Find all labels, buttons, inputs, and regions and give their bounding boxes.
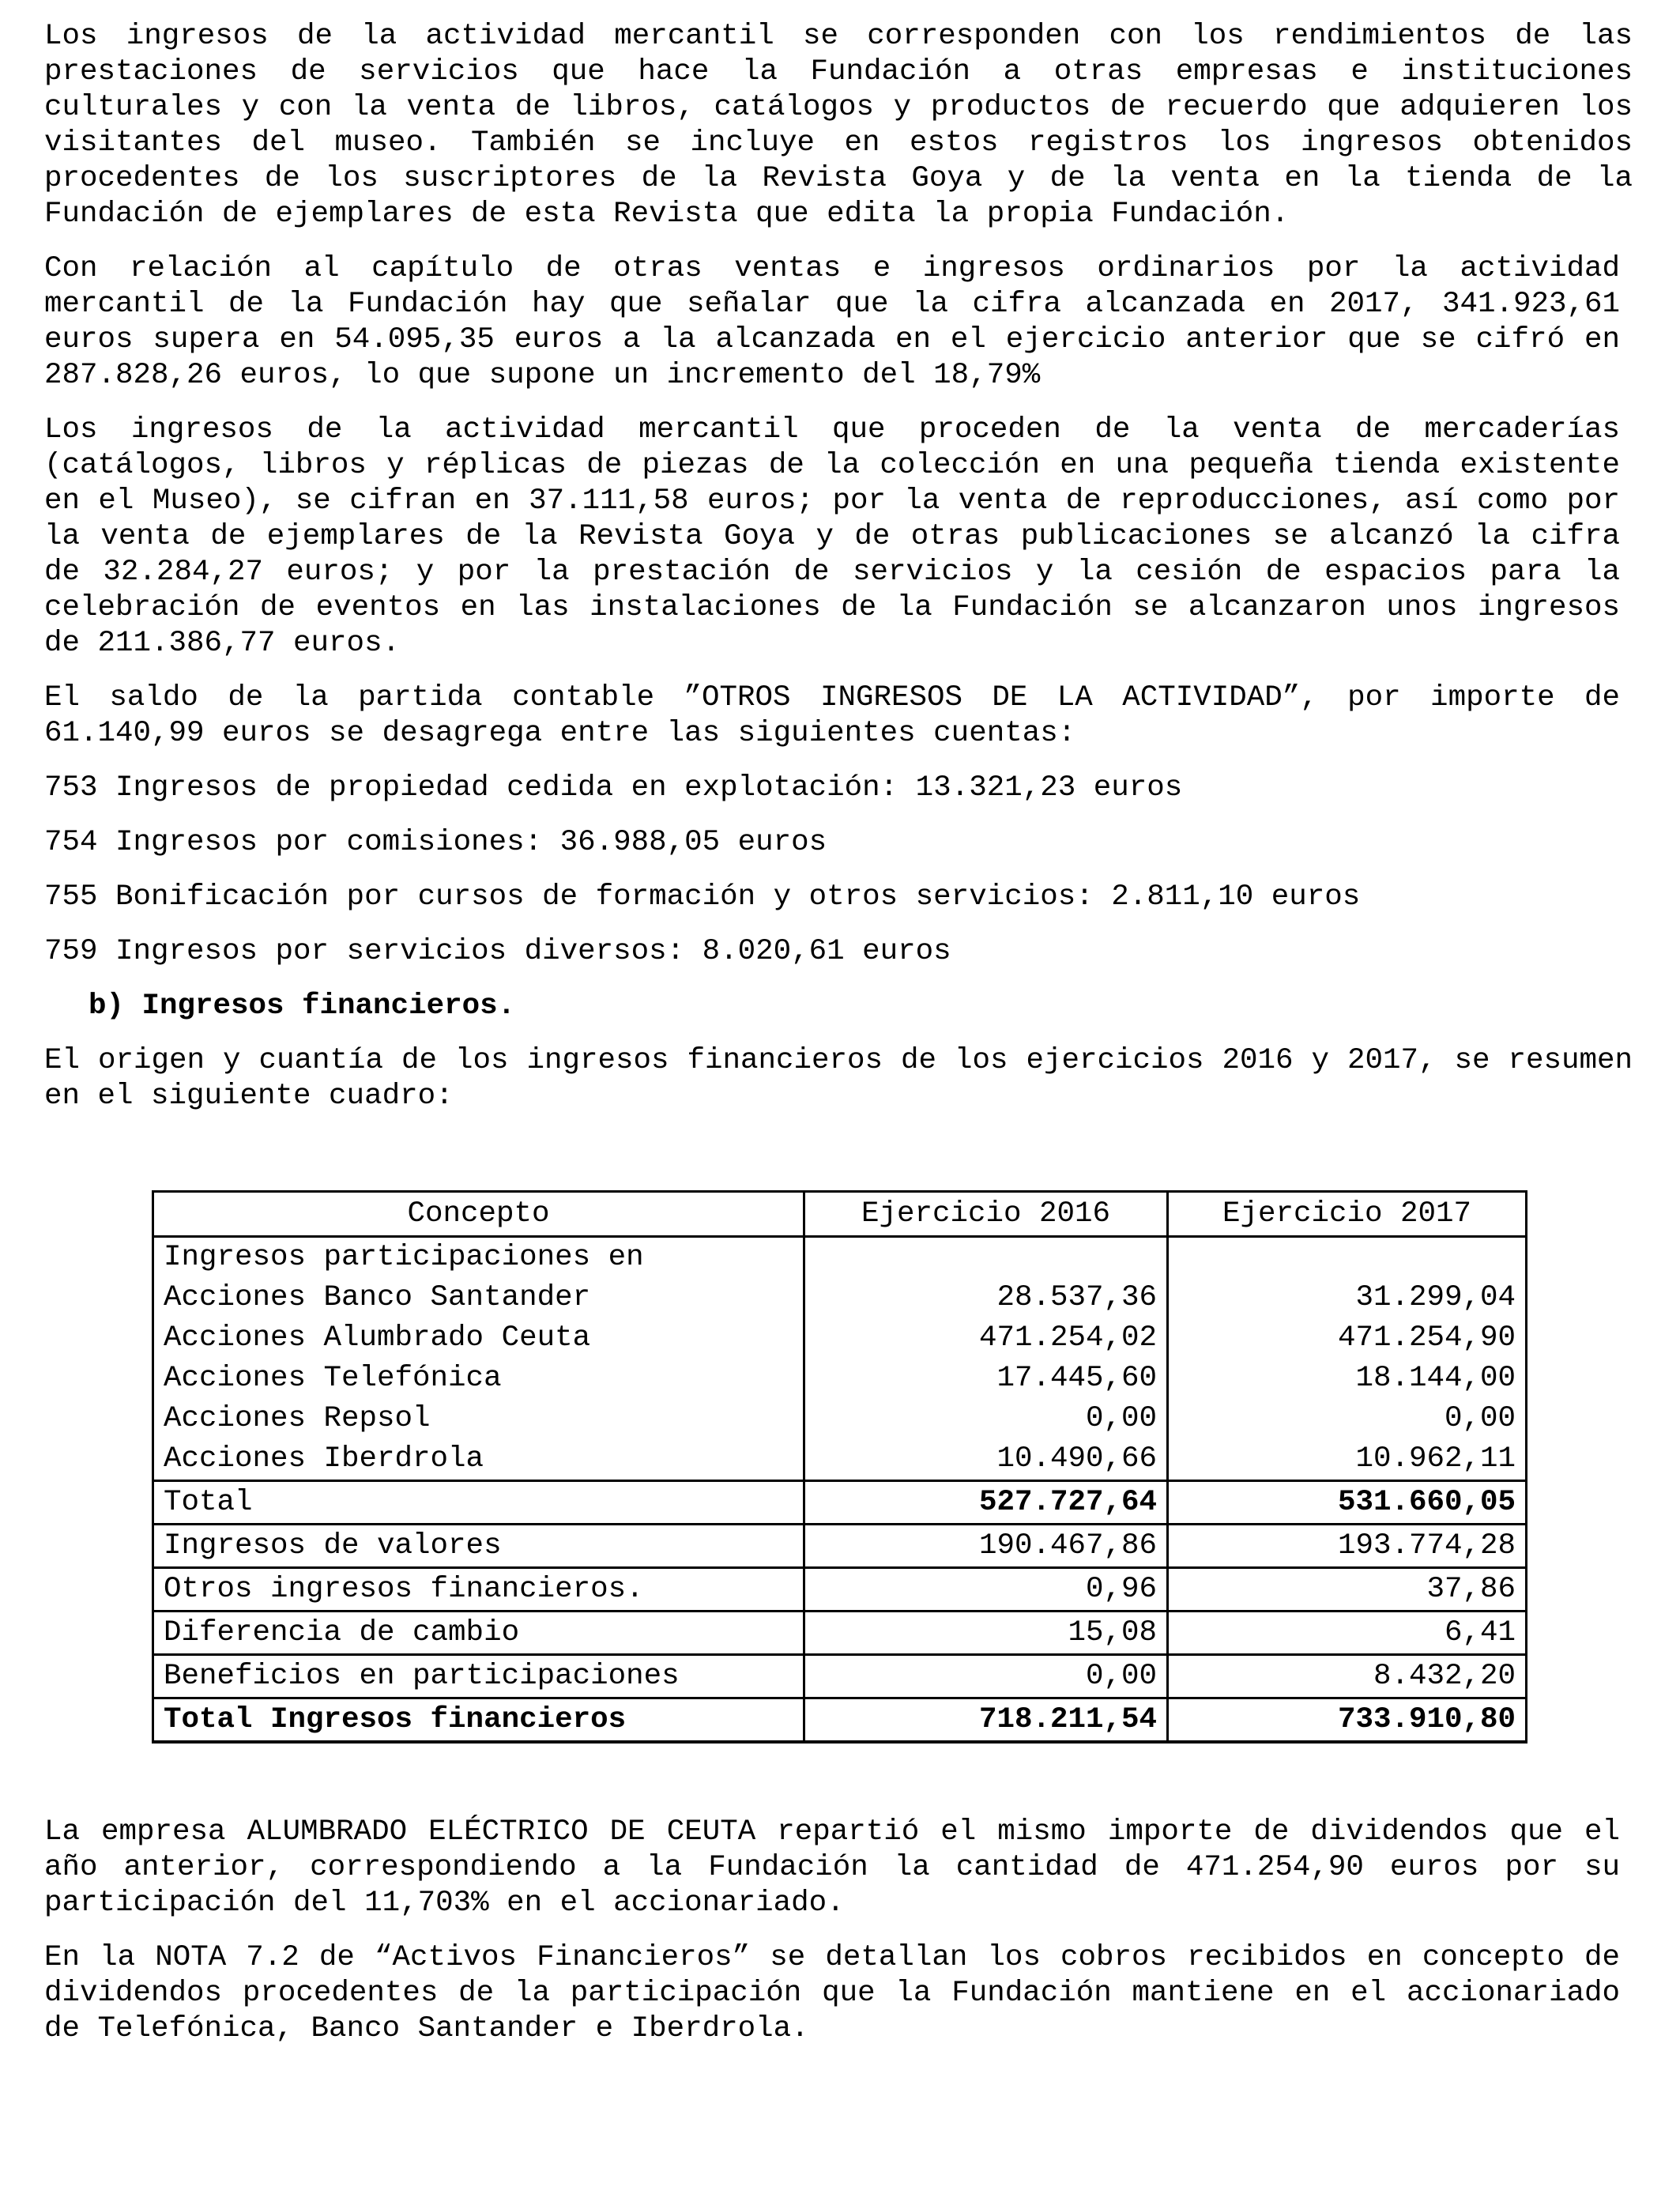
cell-concept: Ingresos participaciones en: [153, 1237, 804, 1279]
paragraph-table-intro: El origen y cuantía de los ingresos financieros de los ejercicios 2016 y 2017, se resumen en el siguiente cuadro:: [44, 1044, 1633, 1113]
table-row: [153, 1399, 1527, 1439]
table-row: [153, 1439, 1527, 1481]
cell-2016: 17.445,60: [804, 1359, 1168, 1399]
table-row-group-label: [153, 1237, 1527, 1279]
cell-concept: Acciones Iberdrola: [153, 1439, 804, 1481]
account-754: 754 Ingresos por comisiones: 36.988,05 euros: [44, 826, 827, 859]
cell-2016: 0,00: [804, 1655, 1168, 1698]
cell-2017: 37,86: [1168, 1568, 1527, 1612]
table-row: [153, 1568, 1527, 1612]
table-row-grand-total: [153, 1698, 1527, 1743]
paragraph-note-7-2: En la NOTA 7.2 de “Activos Financieros” se detallan los cobros recibidos en concepto de dividendos procedentes de la participación que la Fundación mantiene en el accionariado de Telefónica, Banco Santander e Iberdrola.: [44, 1941, 1620, 2045]
cell-2017: 10.962,11: [1168, 1439, 1527, 1481]
cell-concept: Diferencia de cambio: [153, 1612, 804, 1655]
account-755: 755 Bonificación por cursos de formación y otros servicios: 2.811,10 euros: [44, 880, 1361, 914]
cell-2016: [804, 1237, 1168, 1279]
cell-concept: Ingresos de valores: [153, 1525, 804, 1568]
cell-concept: Beneficios en participaciones: [153, 1655, 804, 1698]
cell-2016: 10.490,66: [804, 1439, 1168, 1481]
cell-2016: 15,08: [804, 1612, 1168, 1655]
table-row: [153, 1655, 1527, 1698]
cell-2016: 190.467,86: [804, 1525, 1168, 1568]
cell-2017: 531.660,05: [1168, 1481, 1527, 1525]
table-row: [153, 1359, 1527, 1399]
cell-2017: 6,41: [1168, 1612, 1527, 1655]
table-row: [153, 1525, 1527, 1568]
cell-2016: 471.254,02: [804, 1318, 1168, 1359]
table-row: [153, 1612, 1527, 1655]
cell-2017: 733.910,80: [1168, 1698, 1527, 1743]
cell-2016: 0,96: [804, 1568, 1168, 1612]
cell-2017: 31.299,04: [1168, 1278, 1527, 1318]
table-row-total: [153, 1481, 1527, 1525]
table-row: [153, 1318, 1527, 1359]
cell-concept: Acciones Banco Santander: [153, 1278, 804, 1318]
cell-concept: Acciones Telefónica: [153, 1359, 804, 1399]
table-row: [153, 1278, 1527, 1318]
post-table-section: [44, 1815, 1633, 2047]
header-2016: Ejercicio 2016: [804, 1192, 1168, 1237]
cell-2016: 28.537,36: [804, 1278, 1168, 1318]
header-concept: Concepto: [153, 1192, 804, 1237]
cell-concept: Total Ingresos financieros: [153, 1698, 804, 1743]
cell-2017: 471.254,90: [1168, 1318, 1527, 1359]
cell-2016: 718.211,54: [804, 1698, 1168, 1743]
account-753: 753 Ingresos de propiedad cedida en explotación: 13.321,23 euros: [44, 771, 1183, 805]
paragraph-mercantile-income: Los ingresos de la actividad mercantil se corresponden con los rendimientos de las prestaciones de servicios que hace la Fundación a otras empresas e instituciones culturales y con la venta de libros, catálogos y productos de recuerdo que adquieren los visitantes del museo. También se incluye en estos registros los ingresos obtenidos procedentes de los suscriptores de la Revista Goya y de la venta en la tienda de la Fundación de ejemplares de esta Revista que edita la propia Fundación.: [44, 20, 1633, 231]
paragraph-alumbrado-dividends: La empresa ALUMBRADO ELÉCTRICO DE CEUTA repartió el mismo importe de dividendos que el año anterior, correspondiendo a la Fundación la cantidad de 471.254,90 euros por su participación del 11,703% en el accionariado.: [44, 1815, 1620, 1920]
account-759: 759 Ingresos por servicios diversos: 8.020,61 euros: [44, 935, 951, 968]
cell-2017: 193.774,28: [1168, 1525, 1527, 1568]
cell-concept: Acciones Alumbrado Ceuta: [153, 1318, 804, 1359]
cell-2017: 0,00: [1168, 1399, 1527, 1439]
cell-concept: Otros ingresos financieros.: [153, 1568, 804, 1612]
cell-2016: 0,00: [804, 1399, 1168, 1439]
header-2017: Ejercicio 2017: [1168, 1192, 1527, 1237]
financial-income-table: [152, 1190, 1527, 1744]
paragraph-other-activity-income: El saldo de la partida contable ”OTROS INGRESOS DE LA ACTIVIDAD”, por importe de 61.140,99 euros se desagrega entre las siguientes cuentas:: [44, 681, 1620, 750]
cell-2017: 8.432,20: [1168, 1655, 1527, 1698]
cell-2017: 18.144,00: [1168, 1359, 1527, 1399]
section-b-heading: b) Ingresos financieros.: [89, 990, 516, 1023]
financial-income-table-wrapper: [152, 1190, 1525, 1744]
cell-concept: Acciones Repsol: [153, 1399, 804, 1439]
cell-2017: [1168, 1237, 1527, 1279]
table-header-row: [153, 1192, 1527, 1237]
paragraph-merchandise-income: Los ingresos de la actividad mercantil que proceden de la venta de mercaderías (catálogos, libros y réplicas de piezas de la colección en una pequeña tienda existente en el Museo), se cifran en 37.111,58 euros; por la venta de reproducciones, así como por la venta de ejemplares de la Revista Goya y de otras publicaciones se alcanzó la cifra de 32.284,27 euros; y por la prestación de servicios y la cesión de espacios para la celebración de eventos en las instalaciones de la Fundación se alcanzaron unos ingresos de 211.386,77 euros.: [44, 413, 1620, 660]
paragraph-other-sales: Con relación al capítulo de otras ventas e ingresos ordinarios por la actividad mercantil de la Fundación hay que señalar que la cifra alcanzada en 2017, 341.923,61 euros supera en 54.095,35 euros a la alcanzada en el ejercicio anterior que se cifró en 287.828,26 euros, lo que supone un incremento del 18,79%: [44, 252, 1620, 392]
cell-concept: Total: [153, 1481, 804, 1525]
cell-2016: 527.727,64: [804, 1481, 1168, 1525]
